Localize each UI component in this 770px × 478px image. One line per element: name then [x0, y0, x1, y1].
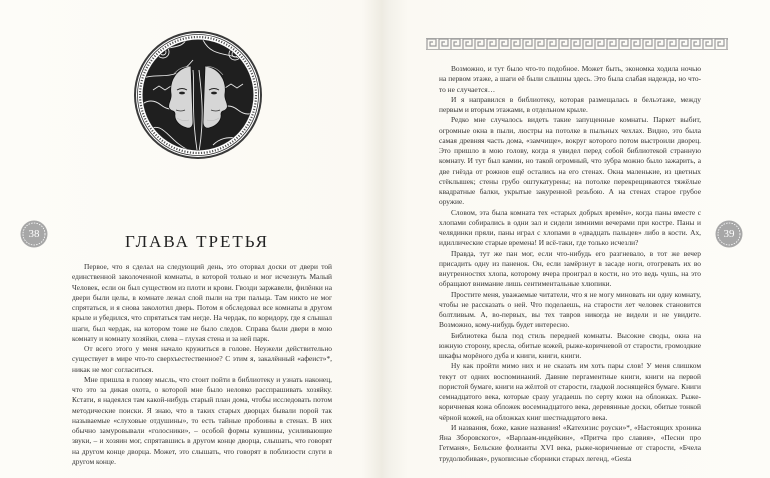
right-page-body [439, 64, 701, 464]
paragraph: Ну как пройти мимо них и не сказать им хоть пары слов! У меня слишком текут от одних воспоминаний. Давние пергаментные книги, книги на первой пористой бумаге, книги на жёлтой от старости, гладкой лоснящейся бумаге. Книги семнадцатого века, которые сразу угадаешь по серту кожи на обложках. Рыже-коричневая кожа обложек восемнадцатого века, деревянные доски, обитые тонкой чёрной кожей, на обложках книг шестнадцатого века. [439, 361, 701, 422]
page-number-badge [20, 220, 48, 248]
paragraph: Библиотека была под стиль передней комнаты. Высокие своды, окна на южную сторону, кресла, обитые кожей, рыже-коричневой от старости, громоздкие шкафы морёного дуба и книги, книги, книги. [439, 330, 701, 360]
paragraph: Мне пришла в голову мысль, что стоит пойти в библиотеку и узнать наконец, что это за дикая охота, о которой мне было неловко расспрашивать хозяйку. Кстати, я надеялся там какой-нибудь старый план дома, чтобы исследовать потом методические поиски. Я знаю, что в таких старых дворцах бывали порой так называемые «слуховые отдушины», то есть тайные пробоины в стенах. В них обычно замуровывали «голосники», – особой формы кувшины, усиливающие звуки, – и хозяин мог, спрятавшись в другом конце дворца, слышать, что говорят на другом конце дворца. Может, это слышать, что говорят в поблизости слуги в другом конце. [72, 374, 332, 466]
paragraph: Правда, тут же пан мог, если что-нибудь его разгневало, в тот же вечер присадить одну из паненок. Он, если замёрзнут в засаде ноги, отогревать их во внутренностях хлопа, которому вчера проиграл в кости, но это ведь чушь, на это обращают внимание лишь сентиментальные хлюпики. [439, 248, 701, 289]
paragraph: И я направился в библиотеку, которая размещалась в бельэтаже, между первым и вторым этажами, в отдельном крыле. [439, 94, 701, 114]
left-page-body [72, 262, 332, 467]
paragraph: Возможно, и тут было что-то подобное. Может быть, экономка ходила ночью на первом этаже, а шаги её были слышны здесь. Это была слабая надежда, но что-то не случается… [439, 64, 701, 94]
medallion-illustration-icon [133, 30, 263, 160]
page-number-badge [715, 220, 743, 248]
paragraph: Первое, что я сделал на следующий день, это оторвал доски от двери той единственной заколоченной комнаты, в которой только и мог исчезнуть Малый Человек, если он был существом из плоти и крови. Гвозди заржавели, филёнки на двери были целы, в комнате лежал слой пыли на три пальца. Там никто не мог спрятаться, и я снова заколотил дверь. Потом я обследовал все комнаты в другом крыле и убедился, что спрятаться там негде. На чердак, по коридору, где я слышал шаги, был чердак, на котором тоже не было следов. Справа были двери в мою комнату и комнату хозяйки, слева – глухая стена и за ней парк. [72, 262, 332, 343]
page-number: 38 [28, 228, 40, 240]
paragraph: Словом, эта была комната тех «старых добрых времён», когда паны вместе с хлопами собирались в одни зал и сидели зимними вечерами при костре. Паны и челядинки пряли, паны играл с хлопами в «двадцать пальцев» либо в кости. Ах, идиллические старые времена! И всё-таки, где только исчезли? [439, 207, 701, 248]
paragraph: От всего этого у меня начало кружиться в голове. Неужели действительно существует в мире что-то сверхъестественное? С этим я, закалённый «афеист»*, никак не мог согласиться. [72, 344, 332, 374]
paragraph: И названия, боже, какие названия! «Катехизис роуски»*, «Настоящих хроника Яна Зборовского», «Варлаам-индейкин», «Притча про славия», «Песни про Гетманя», Бельские фолианты XVI века, рыже-коричневые от старости, «Бчела трудолюбивая», рукописные сборники старых легенд, «Gesta [439, 422, 701, 463]
chapter-title: ГЛАВА ТРЕТЬЯ [125, 232, 269, 251]
greek-key-ornament-icon [426, 38, 728, 50]
page-number: 39 [723, 228, 735, 240]
paragraph: Простите меня, уважаемые читатели, что я не могу миновать ни одну комнату, чтобы не рассказать о ней. Что поделаешь, на старости лет человек становится болтливым. А, во-первых, вы тех тавров никогда не видели и не увидите. Возможно, кому-нибудь будет интересно. [439, 289, 701, 330]
paragraph: Редко мне случалось видеть такие запущенные комнаты. Паркет выбит, огромные окна в пыли, люстры на потолке в пыльных чехлах. Видно, это была самая древняя часть дома, «замчище», вокруг которого потом выстроили дворец. Это пришло в мою голову, когда я увидел перед собой библиотекой странную комнату. И тут был камин, но такой огромный, что зубра можно было зажарить, а две гнёзда от рожнов ещё остались на его стенах. Окна маленькие, из цветных стёклышек; стены грубо оштукатурены; на потолке перекрещиваются тяжёлые квадратные балки, укрытые закуренной резьбою. А на стенах старое грубое оружие. [439, 115, 701, 207]
left-page [0, 0, 384, 478]
right-page [386, 0, 770, 478]
